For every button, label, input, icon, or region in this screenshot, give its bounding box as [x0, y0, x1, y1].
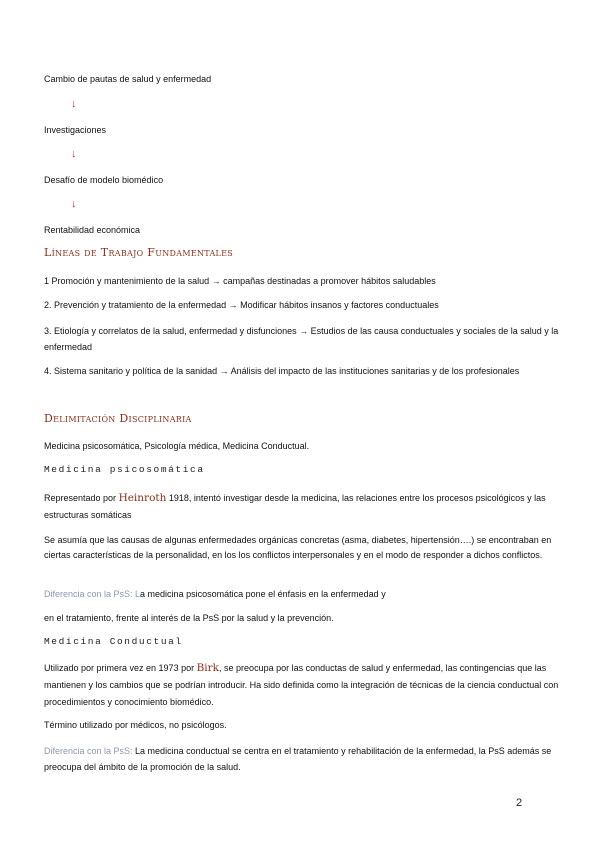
lineas-item-4: 4. Sistema sanitario y política de la sanidad → Análisis del impacto de las instituciones sanitarias y de los profesionales — [44, 366, 520, 376]
difference-label: Diferencia con la PsS: L — [44, 589, 141, 599]
psicosomatica-difference-cont: en el tratamiento, frente al interés de la PsS por la salud y la prevención. — [44, 613, 334, 623]
text-segment: Representado por — [44, 493, 119, 503]
conductual-subheading: Medicina Conductual — [44, 636, 183, 647]
conductual-paragraph-1 — [44, 660, 569, 711]
text-segment: 1918, intentó investigar desde la medicina, las relaciones entre los procesos psicológicos y las estructuras somáticas — [44, 493, 546, 520]
conductual-paragraph-2: Término utilizado por médicos, no psicólogos. — [44, 720, 227, 730]
delimitacion-heading: Delimitación Disciplinaria — [44, 412, 192, 425]
text-segment: a medicina psicosomática pone el énfasis en la enfermedad y — [140, 589, 386, 599]
down-arrow-icon: ↓ — [71, 148, 77, 160]
psicosomatica-difference — [44, 588, 386, 600]
text-segment: La medicina conductual se centra en el tratamiento y rehabilitación de la enfermedad, la PsS además se preocupa del ámbito de la promoción de la salud. — [44, 746, 552, 772]
page-number: 2 — [516, 797, 523, 809]
lineas-item-2: 2. Prevención y tratamiento de la enfermedad → Modificar hábitos insanos y factores conductuales — [44, 300, 439, 310]
author-name-birk: Birk — [196, 662, 220, 674]
text-segment: , se preocupa por las conductas de salud y enfermedad, las contingencias que las mantienen y los cambios que se podrían introducir. Ha sido definida como la integración de técnicas de la ciencia conductual con procedimientos y conocimiento biomédico. — [44, 663, 559, 707]
lineas-item-3: 3. Etiología y correlatos de la salud, enfermedad y disfunciones → Estudios de las causa conductuales y sociales de la salud y la enfermedad — [44, 326, 559, 352]
flow-item-1: Cambio de pautas de salud y enfermedad — [44, 74, 212, 84]
lineas-heading: Líneas de Trabajo Fundamentales — [44, 246, 234, 259]
difference-label: Diferencia con la PsS: — [44, 746, 133, 756]
lineas-item-1: 1 Promoción y mantenimiento de la salud → campañas destinadas a promover hábitos saludables — [44, 276, 436, 286]
conductual-difference — [44, 743, 569, 775]
author-name-heinroth: Heinroth — [118, 492, 167, 504]
psicosomatica-paragraph-2: Se asumía que las causas de algunas enfermedades orgánicas concretas (asma, diabetes, hipertensión….) se encontraban en ciertas características de la personalidad, en los los conflictos interpersonales y en el modo de responder a dichos conflictos. — [44, 535, 552, 560]
text-segment: Utilizado por primera vez en 1973 por — [44, 663, 197, 673]
psicosomatica-subheading: Medicina psicosomática — [44, 464, 205, 475]
delimitacion-intro: Medicina psicosomática, Psicología médica, Medicina Conductual. — [44, 441, 310, 451]
flow-item-3: Desafío de modelo biomédico — [44, 175, 164, 185]
down-arrow-icon: ↓ — [71, 198, 77, 210]
psicosomatica-paragraph-1 — [44, 490, 564, 524]
down-arrow-icon: ↓ — [71, 98, 77, 110]
flow-item-2: Investigaciones — [44, 125, 107, 135]
flow-item-4: Rentabilidad económica — [44, 225, 141, 235]
